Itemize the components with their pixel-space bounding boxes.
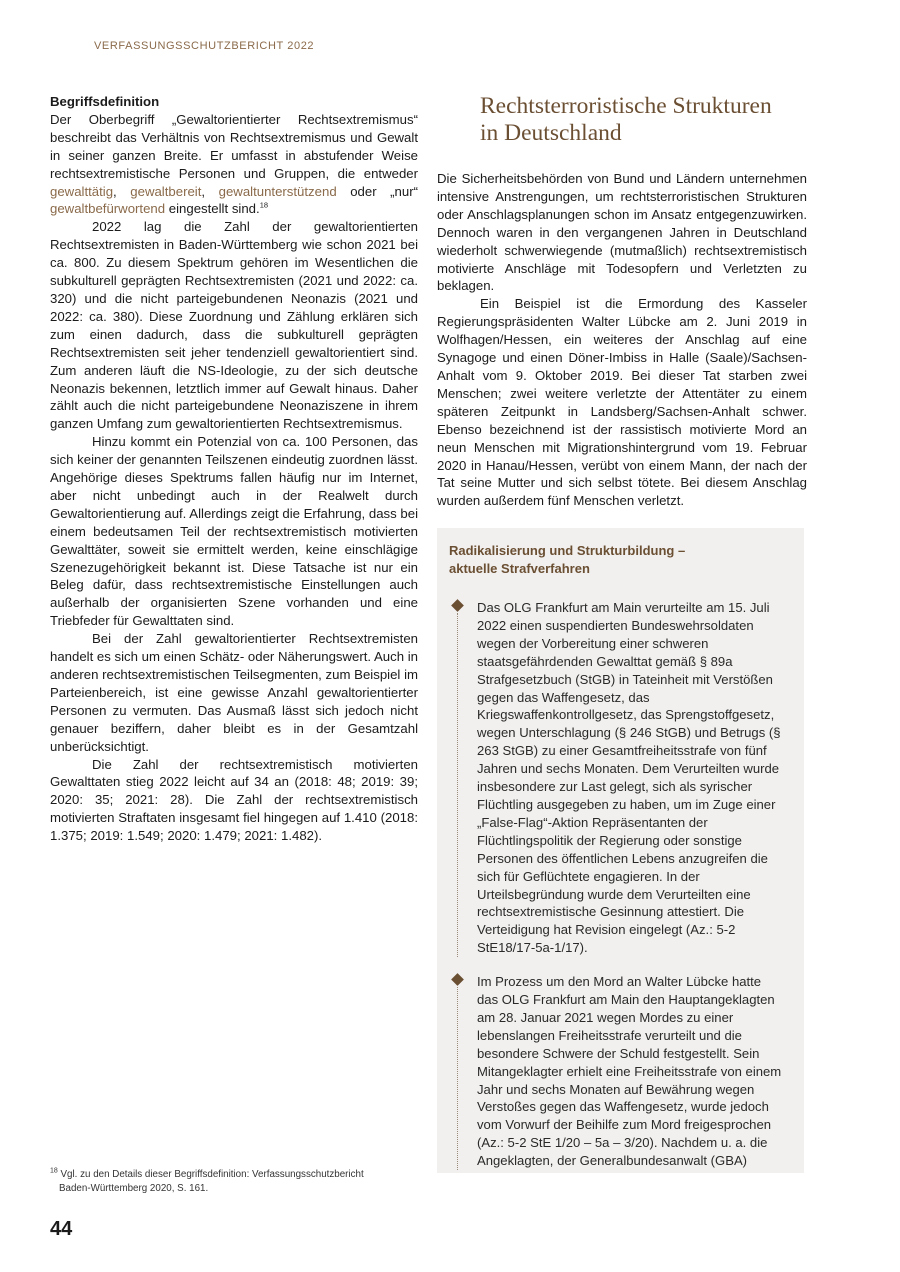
term-separator: oder „nur“: [336, 183, 419, 199]
footnote: [50, 1168, 420, 1196]
dotted-rail: [457, 613, 458, 957]
section-title-line: Rechtsterroristische Strukturen: [480, 93, 772, 119]
paragraph: Die Zahl der rechtsextremistisch motivierten Gewalttaten stieg 2022 leicht auf 34 an (2018: 48; 2019: 39; 2020: 35; 2021: 28). Die Zahl der rechtsextremistisch motivierten Straftaten insgesamt fiel hingegen auf 1.410 (2018: 1.375; 2019: 1.549; 2020: 1.479; 2021: 1.482).: [50, 756, 418, 844]
infobox-list: [449, 599, 784, 1170]
term-separator: ,: [113, 183, 131, 199]
infobox: [437, 528, 804, 1173]
paragraph: 2022 lag die Zahl der gewaltorientierten Rechtsextremisten in Baden-Württemberg wie schon 2021 bei ca. 800. Zu diesem Spektrum gehören im Wesentlichen die subkulturell geprägten Rechtsextremisten (2021 und 2022: ca. 320) und die nicht parteigebundenen Neonazis (2021 und 2022: ca. 380). Diese Zuordnung und Zählung erklären sich zum einen dadurch, dass die subkulturell geprägten Rechtsextremisten seit jeher tendenziell gewaltorientiert sind. Zum anderen läuft die NS-Ideologie, zu der sich deutsche Neonazis bekennen, letztlich immer auf Gewalt hinaus. Daher zählt auch die nicht parteigebundene Neonaziszene in ihrem ganzen Umfang zum gewaltorientierten Rechtsextremismus.: [50, 219, 418, 432]
definition-block: [50, 93, 418, 218]
term-gewaltbereit: gewaltbereit: [130, 183, 202, 199]
section-title-line: in Deutschland: [480, 120, 622, 146]
term-separator: ,: [201, 183, 219, 199]
term-gewaltbefuerwortend: gewaltbefürwortend: [50, 201, 166, 217]
infobox-item: [453, 599, 784, 957]
diamond-bullet-icon: [451, 973, 464, 986]
paragraph: Die Sicherheitsbehörden von Bund und Ländern unternehmen intensive Anstrengungen, um rechtsterroristischen Strukturen oder Anschlagsplanungen schon im Ansatz entgegenzuwirken. Dennoch waren in den vergangenen Jahren in Deutschland wiederholt schwerwiegende (mutmaßlich) rechtsextremistisch motivierte Anschläge mit Todesopfern und Verletzten zu beklagen.: [437, 171, 807, 294]
diamond-bullet-icon: [451, 599, 464, 612]
page-number: 44: [50, 1218, 73, 1240]
footnote-number: 18: [50, 1167, 58, 1175]
infobox-title-line: aktuelle Strafverfahren: [449, 561, 590, 576]
right-column: [437, 93, 807, 510]
paragraph: Hinzu kommt ein Potenzial von ca. 100 Personen, das sich keiner der genannten Teilszenen eindeutig zuordnen lässt. Angehörige dieses Spektrums fallen häufig nur im Internet, aber nicht unbedingt auch in der Realwelt durch Gewaltorientierung auf. Allerdings zeigt die Erfahrung, dass bei einem bedeutsamen Teil der rechtsextremistisch motivierten Gewalttäter, soweit sie ermittelt werden, keine einschlägige Szenezugehörigkeit bekannt ist. Diese Tatsache ist nur ein Beleg dafür, dass rechtsextremistische Einstellungen auch außerhalb der organisierten Szene vorhanden und eine Triebfeder für Gewalttaten sind.: [50, 434, 419, 629]
infobox-item-text: Das OLG Frankfurt am Main verurteilte am 15. Juli 2022 einen suspendierten Bundeswehrsoldaten wegen der Vorbereitung einer schweren staatsgefährdenden Gewalttat gemäß § 89a Strafgesetzbuch (StGB) in Tateinheit mit Verstößen gegen das Waffengesetz, das Kriegswaffenkontrollgesetz, das Sprengstoffgesetz, wegen Unterschlagung (§ 246 StGB) und Betrugs (§ 263 StGB) zu einer Gesamtfreiheitsstrafe von fünf Jahren und sechs Monaten. Dem Verurteilten wurde insbesondere zur Last gelegt, sich als syrischer Flüchtling ausgegeben zu haben, um im Zuge einer „False-Flag“-Aktion Repräsentanten der Flüchtlingspolitik der Regierung oder sonstige Personen des öffentlichen Lebens anzugreifen die sich für Geflüchtete engagieren. In der Urteilsbegründung wurde dem Verurteilten eine rechtsextremistische Gesinnung attestiert. Die Verteidigung hat Revision eingelegt (Az.: 5-2 StE18/17-5a-1/17).: [477, 600, 781, 956]
term-gewalttaetig: gewalttätig: [50, 183, 114, 199]
infobox-item-text: Im Prozess um den Mord an Walter Lübcke hatte das OLG Frankfurt am Main den Hauptangeklagten am 28. Januar 2021 wegen Mordes zu einer lebenslangen Freiheitsstrafe verurteilt und die besondere Schwere der Schuld festgestellt. Sein Mitangeklagter erhielt eine Freiheitsstrafe von einem Jahr und sechs Monaten auf Bewährung wegen Verstoßes gegen das Waffengesetz, wurde jedoch vom Vorwurf der Beihilfe zum Mord freigesprochen (Az.: 5-2 StE 1/20 – 5a – 3/20). Nachdem u. a. die Angeklagten, der Generalbundesanwalt (GBA): [477, 974, 782, 1169]
left-column: [50, 93, 418, 845]
term-gewaltunterstuetzend: gewaltunterstützend: [218, 183, 337, 199]
section-body: [437, 170, 807, 510]
infobox-item: [453, 973, 784, 1170]
infobox-title: [449, 542, 784, 578]
paragraph: Bei der Zahl gewaltorientierter Rechtsextremisten handelt es sich um einen Schätz- oder Näherungswert. Auch in anderen rechtsextremistischen Teilsegmenten, zum Beispiel im Parteienbereich, ist eine gewisse Anzahl gewaltorientierter Personen zu vermuten. Das Ausmaß lässt sich jedoch nicht genauer beziffern, daher bleibt es in der Gesamtzahl unberücksichtigt.: [50, 631, 418, 754]
definition-text-b: eingestellt sind.: [165, 201, 260, 217]
infobox-title-line: Radikalisierung und Strukturbildung –: [449, 543, 686, 558]
paragraph: Ein Beispiel ist die Ermordung des Kasseler Regierungspräsidenten Walter Lübcke am 2. Juni 2019 in Wolfhagen/Hessen, ein weiteres der Anschlag auf eine Synagoge und einen Döner-Imbiss in Halle (Saale)/Sachsen-Anhalt vom 9. Oktober 2019. Bei dieser Tat starben zwei Menschen; zwei weitere verletzte der Attentäter zu einem späteren Zeitpunkt in Landsberg/Sachsen-Anhalt schwer. Ebenso bezeichnend ist der rassistisch motivierte Mord an neun Menschen mit Migrationshintergrund vom 19. Februar 2020 in Hanau/Hessen, verübt von einem Mann, der nach der Tat seine Mutter und sich selbst tötete. Bei diesem Anschlag wurden außerdem fünf Menschen verletzt.: [437, 296, 807, 509]
definition-heading: Begriffsdefinition: [50, 94, 160, 109]
footnote-reference: 18: [259, 201, 269, 211]
dotted-rail: [457, 987, 458, 1170]
footnote-text: Vgl. zu den Details dieser Begriffsdefinition: Verfassungsschutzbericht: [57, 1169, 364, 1180]
footnote-text: Baden-Württemberg 2020, S. 161.: [59, 1183, 209, 1194]
section-title: [480, 93, 807, 147]
definition-text-a: Der Oberbegriff „Gewaltorientierter Rechtsextremismus“ beschreibt das Verhältnis von Rechtsextremismus und Gewalt in seiner ganzen Breite. Er umfasst in abstufender Weise rechtsextremistische Personen und Gruppen, die entweder: [50, 111, 418, 181]
running-header: VERFASSUNGSSCHUTZBERICHT 2022: [94, 40, 315, 52]
